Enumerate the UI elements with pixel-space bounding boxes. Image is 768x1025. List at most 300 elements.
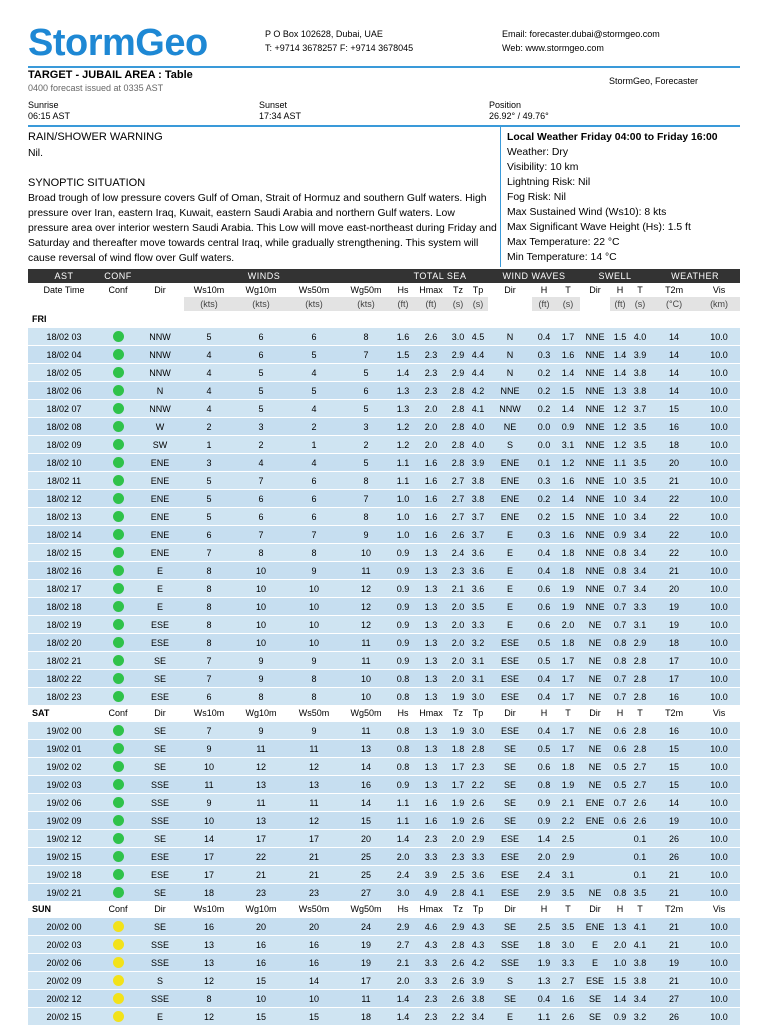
value-cell: 10.0 bbox=[698, 634, 740, 652]
value-cell: 2.4 bbox=[448, 544, 468, 562]
value-cell: NNE bbox=[488, 382, 532, 400]
sunrise-block bbox=[28, 100, 70, 122]
datetime-cell: 18/02 22 bbox=[28, 670, 100, 688]
value-cell: 1.4 bbox=[610, 364, 630, 382]
value-cell: 16 bbox=[234, 954, 288, 972]
value-cell: 1.4 bbox=[610, 346, 630, 364]
value-cell: 11 bbox=[288, 740, 340, 758]
value-cell: 0.8 bbox=[610, 634, 630, 652]
value-cell: 10.0 bbox=[698, 562, 740, 580]
value-cell: 2.4 bbox=[532, 866, 556, 884]
value-cell: 10 bbox=[234, 598, 288, 616]
value-cell: NNW bbox=[136, 400, 184, 418]
value-cell: 5 bbox=[234, 364, 288, 382]
value-cell: ESE bbox=[136, 688, 184, 706]
value-cell: 0.9 bbox=[392, 598, 414, 616]
unit-cell: (ft) bbox=[532, 297, 556, 311]
value-cell: 2.4 bbox=[392, 866, 414, 884]
datetime-cell: 19/02 06 bbox=[28, 794, 100, 812]
value-cell: 13 bbox=[184, 936, 234, 954]
value-cell: 3.9 bbox=[468, 972, 488, 990]
value-cell: 10.0 bbox=[698, 382, 740, 400]
confidence-green-icon bbox=[113, 619, 124, 630]
value-cell: ESE bbox=[488, 634, 532, 652]
table-row bbox=[28, 972, 740, 990]
value-cell: 3.4 bbox=[630, 562, 650, 580]
value-cell: 2.0 bbox=[414, 400, 448, 418]
value-cell: 1.7 bbox=[556, 670, 580, 688]
table-row bbox=[28, 526, 740, 544]
value-cell: 0.9 bbox=[532, 794, 556, 812]
value-cell: ENE bbox=[136, 526, 184, 544]
value-cell: 15 bbox=[234, 972, 288, 990]
confidence-cell bbox=[100, 490, 136, 508]
units-row bbox=[28, 297, 740, 311]
value-cell: ESE bbox=[136, 848, 184, 866]
group-header: WIND WAVES bbox=[488, 269, 580, 283]
value-cell: 2.0 bbox=[414, 418, 448, 436]
value-cell: NNE bbox=[580, 544, 610, 562]
unit-cell bbox=[136, 297, 184, 311]
value-cell: 15 bbox=[340, 812, 392, 830]
value-cell: 9 bbox=[288, 652, 340, 670]
datetime-cell: 18/02 13 bbox=[28, 508, 100, 526]
value-cell: 3.4 bbox=[630, 526, 650, 544]
value-cell: 0.3 bbox=[532, 472, 556, 490]
value-cell: 0.7 bbox=[610, 616, 630, 634]
value-cell: SSE bbox=[136, 990, 184, 1008]
confidence-cell bbox=[100, 418, 136, 436]
value-cell: 0.6 bbox=[532, 616, 556, 634]
value-cell: 0.0 bbox=[532, 418, 556, 436]
value-cell: SE bbox=[488, 990, 532, 1008]
value-cell: 9 bbox=[184, 794, 234, 812]
confidence-green-icon bbox=[113, 493, 124, 504]
day-column-header: Dir bbox=[136, 705, 184, 722]
value-cell: 1.1 bbox=[392, 472, 414, 490]
value-cell: 0.4 bbox=[532, 544, 556, 562]
value-cell: 23 bbox=[234, 884, 288, 902]
value-cell: 16 bbox=[288, 936, 340, 954]
value-cell: 0.6 bbox=[610, 740, 630, 758]
confidence-cell bbox=[100, 652, 136, 670]
value-cell: 6 bbox=[288, 508, 340, 526]
value-cell: 0.7 bbox=[610, 598, 630, 616]
value-cell: 10 bbox=[288, 990, 340, 1008]
value-cell: 2.8 bbox=[448, 436, 468, 454]
day-column-header: H bbox=[610, 901, 630, 918]
table-row bbox=[28, 634, 740, 652]
value-cell: 10 bbox=[340, 670, 392, 688]
value-cell: 1.8 bbox=[556, 634, 580, 652]
day-column-header: Wg50m bbox=[340, 705, 392, 722]
value-cell: 8 bbox=[340, 472, 392, 490]
value-cell: ENE bbox=[488, 454, 532, 472]
value-cell: 2.8 bbox=[448, 400, 468, 418]
value-cell: NE bbox=[580, 634, 610, 652]
value-cell: 1.9 bbox=[448, 688, 468, 706]
day-column-header: Hmax bbox=[414, 901, 448, 918]
value-cell: 10 bbox=[234, 562, 288, 580]
day-label: FRI bbox=[28, 311, 100, 328]
confidence-cell bbox=[100, 454, 136, 472]
value-cell: 2 bbox=[234, 436, 288, 454]
issued-text: 0400 forecast issued at 0335 AST bbox=[28, 83, 163, 93]
unit-cell: (ft) bbox=[610, 297, 630, 311]
value-cell: 2 bbox=[340, 436, 392, 454]
value-cell: 1.0 bbox=[392, 526, 414, 544]
value-cell: ESE bbox=[488, 722, 532, 740]
value-cell: NNW bbox=[136, 346, 184, 364]
value-cell: 7 bbox=[234, 472, 288, 490]
value-cell: E bbox=[136, 1008, 184, 1025]
table-row bbox=[28, 472, 740, 490]
confidence-green-icon bbox=[113, 691, 124, 702]
datetime-cell: 18/02 04 bbox=[28, 346, 100, 364]
value-cell: 19 bbox=[650, 598, 698, 616]
value-cell: 9 bbox=[340, 526, 392, 544]
sunrise-label: Sunrise bbox=[28, 100, 70, 111]
value-cell: NE bbox=[580, 616, 610, 634]
value-cell: 26 bbox=[650, 848, 698, 866]
unit-cell bbox=[28, 297, 100, 311]
value-cell: 1.1 bbox=[392, 454, 414, 472]
value-cell: 10.0 bbox=[698, 616, 740, 634]
value-cell: 1.9 bbox=[448, 812, 468, 830]
value-cell: 10.0 bbox=[698, 1008, 740, 1025]
datetime-cell: 20/02 12 bbox=[28, 990, 100, 1008]
value-cell: 3.4 bbox=[468, 1008, 488, 1025]
value-cell: 16 bbox=[184, 918, 234, 936]
day-column-header: Dir bbox=[580, 705, 610, 722]
day-column-header: T bbox=[556, 705, 580, 722]
value-cell: 20 bbox=[340, 830, 392, 848]
value-cell: 16 bbox=[650, 418, 698, 436]
value-cell: 21 bbox=[650, 562, 698, 580]
value-cell: 12 bbox=[340, 616, 392, 634]
value-cell: 0.8 bbox=[392, 688, 414, 706]
value-cell: 0.4 bbox=[532, 722, 556, 740]
value-cell: ENE bbox=[136, 472, 184, 490]
value-cell: NNE bbox=[580, 508, 610, 526]
value-cell: 10 bbox=[184, 812, 234, 830]
day-column-header: Vis bbox=[698, 705, 740, 722]
confidence-cell bbox=[100, 740, 136, 758]
value-cell: 2.7 bbox=[448, 490, 468, 508]
unit-cell: (°C) bbox=[650, 297, 698, 311]
value-cell: NNE bbox=[580, 526, 610, 544]
column-header: Wg10m bbox=[234, 283, 288, 297]
value-cell: 3.7 bbox=[468, 526, 488, 544]
value-cell: 3.6 bbox=[468, 562, 488, 580]
value-cell: 1.6 bbox=[414, 812, 448, 830]
confidence-cell bbox=[100, 972, 136, 990]
value-cell: 2.0 bbox=[556, 616, 580, 634]
confidence-cell bbox=[100, 918, 136, 936]
confidence-cell bbox=[100, 400, 136, 418]
value-cell: 2.2 bbox=[448, 1008, 468, 1025]
value-cell: 4.0 bbox=[468, 418, 488, 436]
value-cell: 2.5 bbox=[556, 830, 580, 848]
value-cell: 0.1 bbox=[532, 454, 556, 472]
value-cell: 2.3 bbox=[414, 346, 448, 364]
table-row bbox=[28, 508, 740, 526]
value-cell: 3.1 bbox=[556, 436, 580, 454]
value-cell: NNW bbox=[488, 400, 532, 418]
value-cell: 18 bbox=[184, 884, 234, 902]
value-cell: 1.2 bbox=[392, 436, 414, 454]
value-cell: 10.0 bbox=[698, 652, 740, 670]
value-cell: 4.3 bbox=[468, 936, 488, 954]
value-cell: 1.3 bbox=[414, 562, 448, 580]
confidence-green-icon bbox=[113, 367, 124, 378]
value-cell: 21 bbox=[650, 936, 698, 954]
datetime-cell: 18/02 19 bbox=[28, 616, 100, 634]
value-cell: 2.0 bbox=[448, 616, 468, 634]
value-cell: 10.0 bbox=[698, 884, 740, 902]
value-cell: 2.9 bbox=[468, 830, 488, 848]
value-cell: 17 bbox=[234, 830, 288, 848]
value-cell: 1.5 bbox=[610, 972, 630, 990]
value-cell: 2.0 bbox=[532, 848, 556, 866]
value-cell: 3.8 bbox=[468, 990, 488, 1008]
value-cell: 3.0 bbox=[448, 328, 468, 346]
datetime-cell: 20/02 03 bbox=[28, 936, 100, 954]
value-cell: 1.6 bbox=[556, 990, 580, 1008]
value-cell: 15 bbox=[288, 1008, 340, 1025]
forecaster-label: StormGeo, Forecaster bbox=[609, 76, 698, 87]
value-cell: 2.7 bbox=[448, 472, 468, 490]
value-cell: 2.8 bbox=[448, 382, 468, 400]
web-line[interactable]: Web: www.stormgeo.com bbox=[502, 41, 660, 55]
confidence-cell bbox=[100, 884, 136, 902]
unit-cell: (ft) bbox=[414, 297, 448, 311]
column-header: Ws10m bbox=[184, 283, 234, 297]
table-row bbox=[28, 454, 740, 472]
value-cell: 2.5 bbox=[532, 918, 556, 936]
value-cell: ESE bbox=[488, 830, 532, 848]
header-divider bbox=[28, 66, 740, 68]
value-cell: 0.9 bbox=[392, 616, 414, 634]
value-cell: 22 bbox=[234, 848, 288, 866]
value-cell: 2.3 bbox=[448, 562, 468, 580]
value-cell: 0.1 bbox=[630, 848, 650, 866]
value-cell: SE bbox=[136, 830, 184, 848]
confidence-cell bbox=[100, 776, 136, 794]
value-cell: 1.2 bbox=[610, 418, 630, 436]
value-cell: 2.6 bbox=[556, 1008, 580, 1025]
confidence-green-icon bbox=[113, 547, 124, 558]
value-cell: 2.1 bbox=[392, 954, 414, 972]
value-cell: 3.8 bbox=[630, 972, 650, 990]
value-cell: NNE bbox=[580, 598, 610, 616]
value-cell: SSE bbox=[136, 812, 184, 830]
value-cell: 10 bbox=[288, 634, 340, 652]
value-cell: 3.6 bbox=[468, 580, 488, 598]
address-line: P O Box 102628, Dubai, UAE bbox=[265, 27, 413, 41]
value-cell: 2.7 bbox=[448, 508, 468, 526]
datetime-cell: 19/02 12 bbox=[28, 830, 100, 848]
value-cell: 10.0 bbox=[698, 866, 740, 884]
value-cell: 2.3 bbox=[414, 1008, 448, 1025]
value-cell: SSE bbox=[136, 794, 184, 812]
value-cell: 4.0 bbox=[468, 436, 488, 454]
value-cell: ESE bbox=[488, 848, 532, 866]
value-cell: 1.3 bbox=[414, 616, 448, 634]
datetime-cell: 18/02 06 bbox=[28, 382, 100, 400]
confidence-yellow-icon bbox=[113, 975, 124, 986]
value-cell: 5 bbox=[288, 382, 340, 400]
value-cell: 13 bbox=[340, 740, 392, 758]
value-cell: 3.4 bbox=[630, 990, 650, 1008]
value-cell: 14 bbox=[650, 328, 698, 346]
confidence-green-icon bbox=[113, 403, 124, 414]
email-line[interactable]: Email: forecaster.dubai@stormgeo.com bbox=[502, 27, 660, 41]
group-header: AST bbox=[28, 269, 100, 283]
confidence-cell bbox=[100, 990, 136, 1008]
day-column-header: Wg10m bbox=[234, 901, 288, 918]
value-cell: 0.6 bbox=[610, 812, 630, 830]
value-cell: 0.5 bbox=[532, 652, 556, 670]
value-cell: 3.5 bbox=[630, 884, 650, 902]
value-cell: SE bbox=[136, 740, 184, 758]
value-cell: 2.3 bbox=[448, 848, 468, 866]
value-cell: ESE bbox=[488, 688, 532, 706]
column-header: Dir bbox=[488, 283, 532, 297]
value-cell: ENE bbox=[580, 918, 610, 936]
value-cell: 22 bbox=[650, 544, 698, 562]
value-cell: 11 bbox=[340, 634, 392, 652]
value-cell: 11 bbox=[340, 990, 392, 1008]
value-cell: 10.0 bbox=[698, 580, 740, 598]
value-cell: 16 bbox=[234, 936, 288, 954]
value-cell: 1.6 bbox=[414, 526, 448, 544]
value-cell: 2.3 bbox=[468, 758, 488, 776]
sunrise-value: 06:15 AST bbox=[28, 111, 70, 122]
value-cell: 1.2 bbox=[556, 454, 580, 472]
value-cell: 1.1 bbox=[392, 812, 414, 830]
value-cell: 10.0 bbox=[698, 688, 740, 706]
value-cell: 1.9 bbox=[448, 722, 468, 740]
value-cell: 0.9 bbox=[532, 812, 556, 830]
value-cell: E bbox=[580, 954, 610, 972]
value-cell: 13 bbox=[184, 954, 234, 972]
local-weather-panel bbox=[507, 130, 741, 265]
value-cell: ESE bbox=[136, 634, 184, 652]
value-cell: 2.7 bbox=[556, 972, 580, 990]
value-cell: 0.2 bbox=[532, 382, 556, 400]
value-cell: 10.0 bbox=[698, 400, 740, 418]
value-cell: 1 bbox=[184, 436, 234, 454]
value-cell: 11 bbox=[340, 722, 392, 740]
value-cell: 1.1 bbox=[532, 1008, 556, 1025]
value-cell: 10.0 bbox=[698, 328, 740, 346]
datetime-cell: 18/02 07 bbox=[28, 400, 100, 418]
value-cell: 0.9 bbox=[392, 544, 414, 562]
value-cell: 5 bbox=[184, 328, 234, 346]
value-cell: 14 bbox=[184, 830, 234, 848]
confidence-cell bbox=[100, 328, 136, 346]
value-cell: 6 bbox=[184, 688, 234, 706]
value-cell: SE bbox=[136, 918, 184, 936]
value-cell: 1.3 bbox=[414, 758, 448, 776]
table-row bbox=[28, 884, 740, 902]
value-cell: 2.0 bbox=[414, 436, 448, 454]
value-cell: 8 bbox=[184, 598, 234, 616]
value-cell: 4 bbox=[184, 346, 234, 364]
value-cell: 2.9 bbox=[630, 634, 650, 652]
datetime-cell: 18/02 16 bbox=[28, 562, 100, 580]
unit-cell bbox=[580, 297, 610, 311]
value-cell: 1.6 bbox=[414, 794, 448, 812]
value-cell: 1.4 bbox=[556, 490, 580, 508]
value-cell: 10.0 bbox=[698, 936, 740, 954]
value-cell: 4.1 bbox=[468, 400, 488, 418]
confidence-green-icon bbox=[113, 421, 124, 432]
value-cell: SE bbox=[488, 794, 532, 812]
value-cell: 19 bbox=[650, 812, 698, 830]
table-row bbox=[28, 562, 740, 580]
value-cell: 11 bbox=[184, 776, 234, 794]
value-cell: 1.0 bbox=[610, 490, 630, 508]
value-cell: 1.3 bbox=[414, 722, 448, 740]
value-cell: 10.0 bbox=[698, 508, 740, 526]
value-cell: 8 bbox=[234, 544, 288, 562]
value-cell: 7 bbox=[184, 722, 234, 740]
value-cell: 10.0 bbox=[698, 776, 740, 794]
value-cell: 0.9 bbox=[392, 652, 414, 670]
value-cell: 3.4 bbox=[630, 580, 650, 598]
confidence-green-icon bbox=[113, 833, 124, 844]
value-cell: 10.0 bbox=[698, 598, 740, 616]
phone-line: T: +9714 3678257 F: +9714 3678045 bbox=[265, 41, 413, 55]
datetime-cell: 19/02 09 bbox=[28, 812, 100, 830]
info-divider bbox=[28, 125, 740, 127]
value-cell: 8 bbox=[184, 990, 234, 1008]
value-cell: 1.6 bbox=[414, 490, 448, 508]
table-row bbox=[28, 1008, 740, 1025]
value-cell: 11 bbox=[340, 652, 392, 670]
value-cell: 1.2 bbox=[610, 436, 630, 454]
value-cell: 18 bbox=[650, 436, 698, 454]
value-cell: 1.0 bbox=[610, 508, 630, 526]
value-cell: 10 bbox=[288, 580, 340, 598]
value-cell: ENE bbox=[488, 472, 532, 490]
value-cell: 10 bbox=[234, 990, 288, 1008]
day-column-header: Vis bbox=[698, 901, 740, 918]
value-cell: 0.7 bbox=[610, 794, 630, 812]
value-cell: 0.3 bbox=[532, 346, 556, 364]
confidence-cell bbox=[100, 562, 136, 580]
value-cell: 0.8 bbox=[392, 670, 414, 688]
value-cell: 13 bbox=[288, 776, 340, 794]
value-cell: 0.8 bbox=[392, 722, 414, 740]
value-cell: NNW bbox=[136, 364, 184, 382]
value-cell: 0.8 bbox=[392, 740, 414, 758]
value-cell: 5 bbox=[340, 400, 392, 418]
confidence-green-icon bbox=[113, 583, 124, 594]
confidence-green-icon bbox=[113, 457, 124, 468]
table-row bbox=[28, 776, 740, 794]
value-cell: 24 bbox=[340, 918, 392, 936]
value-cell: ESE bbox=[488, 652, 532, 670]
value-cell: 10 bbox=[234, 616, 288, 634]
value-cell: 0.4 bbox=[532, 328, 556, 346]
value-cell: NE bbox=[580, 884, 610, 902]
confidence-cell bbox=[100, 848, 136, 866]
value-cell: 1.5 bbox=[556, 382, 580, 400]
value-cell: 10 bbox=[184, 758, 234, 776]
